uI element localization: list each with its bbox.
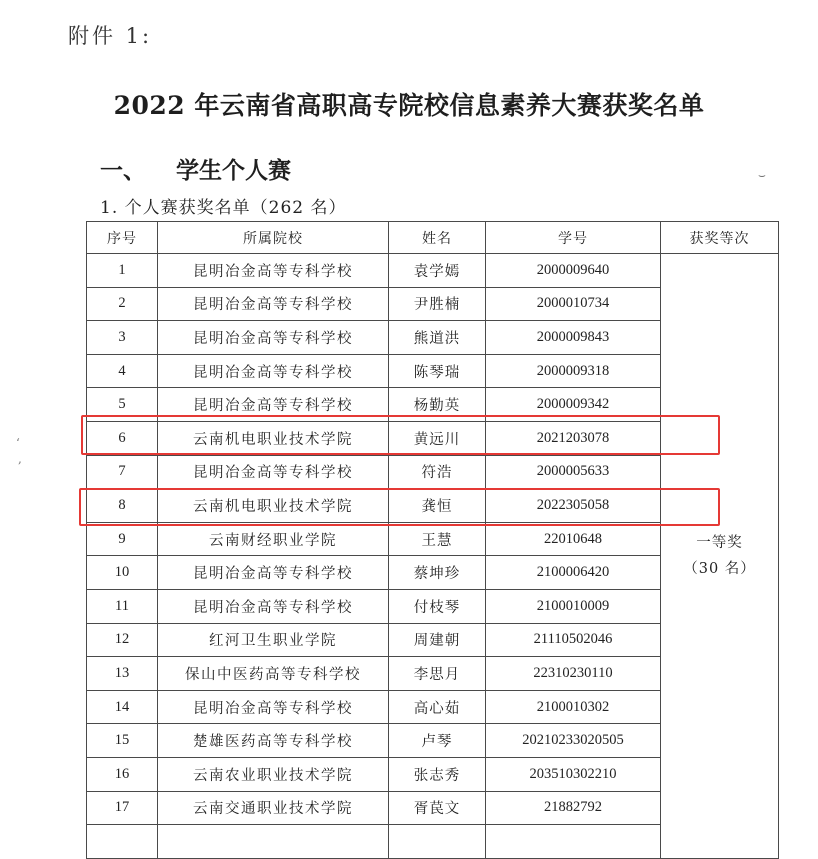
table-body [87, 254, 779, 859]
cell-student-id: 2000009342 [486, 388, 661, 422]
scan-mark: ⌣ [758, 168, 766, 182]
cell-student-id: 2000010734 [486, 287, 661, 321]
award-table [86, 221, 779, 859]
cell-name: 熊道洪 [389, 321, 486, 355]
award-level: 一等奖 [696, 534, 743, 551]
cell-student-id: 2100006420 [486, 556, 661, 590]
cell-name: 周建朝 [389, 623, 486, 657]
cell-seq: 14 [87, 690, 158, 724]
cell-seq: 12 [87, 623, 158, 657]
cell-seq: 15 [87, 724, 158, 758]
cell-school: 云南机电职业技术学院 [158, 421, 389, 455]
cell-name: 胥苠文 [389, 791, 486, 825]
cell-school: 昆明冶金高等专科学校 [158, 388, 389, 422]
cell-seq: 2 [87, 287, 158, 321]
cell-name: 卢琴 [389, 724, 486, 758]
cell-student-id: 20210233020505 [486, 724, 661, 758]
cell-school: 昆明冶金高等专科学校 [158, 354, 389, 388]
cell-name: 符浩 [389, 455, 486, 489]
cell-name: 龚恒 [389, 489, 486, 523]
scan-mark: , [18, 452, 22, 466]
cell-seq: 9 [87, 522, 158, 556]
cell-name: 陈琴瑞 [389, 354, 486, 388]
scan-mark: ‘ [16, 436, 20, 450]
cell-name: 杨勤英 [389, 388, 486, 422]
cell-name: 黄远川 [389, 421, 486, 455]
cell-school: 昆明冶金高等专科学校 [158, 455, 389, 489]
cell-seq: 1 [87, 254, 158, 288]
cell-seq: 4 [87, 354, 158, 388]
cell-seq: 8 [87, 489, 158, 523]
cell-student-id: 2000005633 [486, 455, 661, 489]
cell-student-id: 203510302210 [486, 757, 661, 791]
cell-school: 楚雄医药高等专科学校 [158, 724, 389, 758]
cell-student-id: 2100010009 [486, 589, 661, 623]
document-title: 2022 年云南省高职高专院校信息素养大赛获奖名单 [113, 91, 705, 120]
cell-seq: 3 [87, 321, 158, 355]
cell-award-group [661, 254, 779, 859]
cell-name: 李思月 [389, 657, 486, 691]
subsection-heading: 1. 个人赛获奖名单（262 名） [100, 198, 347, 218]
cell-name: 高心茹 [389, 690, 486, 724]
cell-student-id: 2022305058 [486, 489, 661, 523]
cell-seq: 5 [87, 388, 158, 422]
cell-student-id: 2100010302 [486, 690, 661, 724]
cell-name: 王慧 [389, 522, 486, 556]
cell-school: 昆明冶金高等专科学校 [158, 287, 389, 321]
cell-name: 尹胜楠 [389, 287, 486, 321]
cell-name: 张志秀 [389, 757, 486, 791]
cell-school: 保山中医药高等专科学校 [158, 657, 389, 691]
table-header-row [87, 222, 779, 254]
cell-school: 昆明冶金高等专科学校 [158, 589, 389, 623]
cell-student-id: 2000009318 [486, 354, 661, 388]
header-seq: 序号 [87, 222, 158, 254]
cell-student-id: 21110502046 [486, 623, 661, 657]
cell-school: 云南农业职业技术学院 [158, 757, 389, 791]
attachment-label: 附件 1: [68, 24, 153, 48]
header-student-id: 学号 [486, 222, 661, 254]
cell-student-id: 2000009640 [486, 254, 661, 288]
section-title: 学生个人赛 [176, 157, 291, 184]
cell-school: 云南财经职业学院 [158, 522, 389, 556]
section-number: 一、 [100, 157, 146, 184]
cell-seq: 11 [87, 589, 158, 623]
cell-student-id: 2000009843 [486, 321, 661, 355]
cell-student-id: 21882792 [486, 791, 661, 825]
header-name: 姓名 [389, 222, 486, 254]
table-row [87, 254, 779, 288]
cell-school: 昆明冶金高等专科学校 [158, 556, 389, 590]
cell-empty [158, 825, 389, 859]
cell-student-id: 22010648 [486, 522, 661, 556]
cell-seq: 16 [87, 757, 158, 791]
cell-name: 蔡坤珍 [389, 556, 486, 590]
cell-seq: 7 [87, 455, 158, 489]
header-school: 所属院校 [158, 222, 389, 254]
cell-name: 付枝琴 [389, 589, 486, 623]
header-award: 获奖等次 [661, 222, 779, 254]
cell-student-id: 22310230110 [486, 657, 661, 691]
cell-school: 昆明冶金高等专科学校 [158, 690, 389, 724]
cell-school: 云南交通职业技术学院 [158, 791, 389, 825]
cell-school: 昆明冶金高等专科学校 [158, 254, 389, 288]
cell-school: 昆明冶金高等专科学校 [158, 321, 389, 355]
cell-seq: 6 [87, 421, 158, 455]
cell-seq: 10 [87, 556, 158, 590]
cell-empty [486, 825, 661, 859]
cell-empty [87, 825, 158, 859]
cell-seq: 13 [87, 657, 158, 691]
award-count: （30 名） [683, 560, 756, 577]
cell-name: 袁学嫣 [389, 254, 486, 288]
cell-student-id: 2021203078 [486, 421, 661, 455]
cell-seq: 17 [87, 791, 158, 825]
cell-empty [389, 825, 486, 859]
cell-school: 云南机电职业技术学院 [158, 489, 389, 523]
section-heading [100, 152, 291, 185]
cell-school: 红河卫生职业学院 [158, 623, 389, 657]
